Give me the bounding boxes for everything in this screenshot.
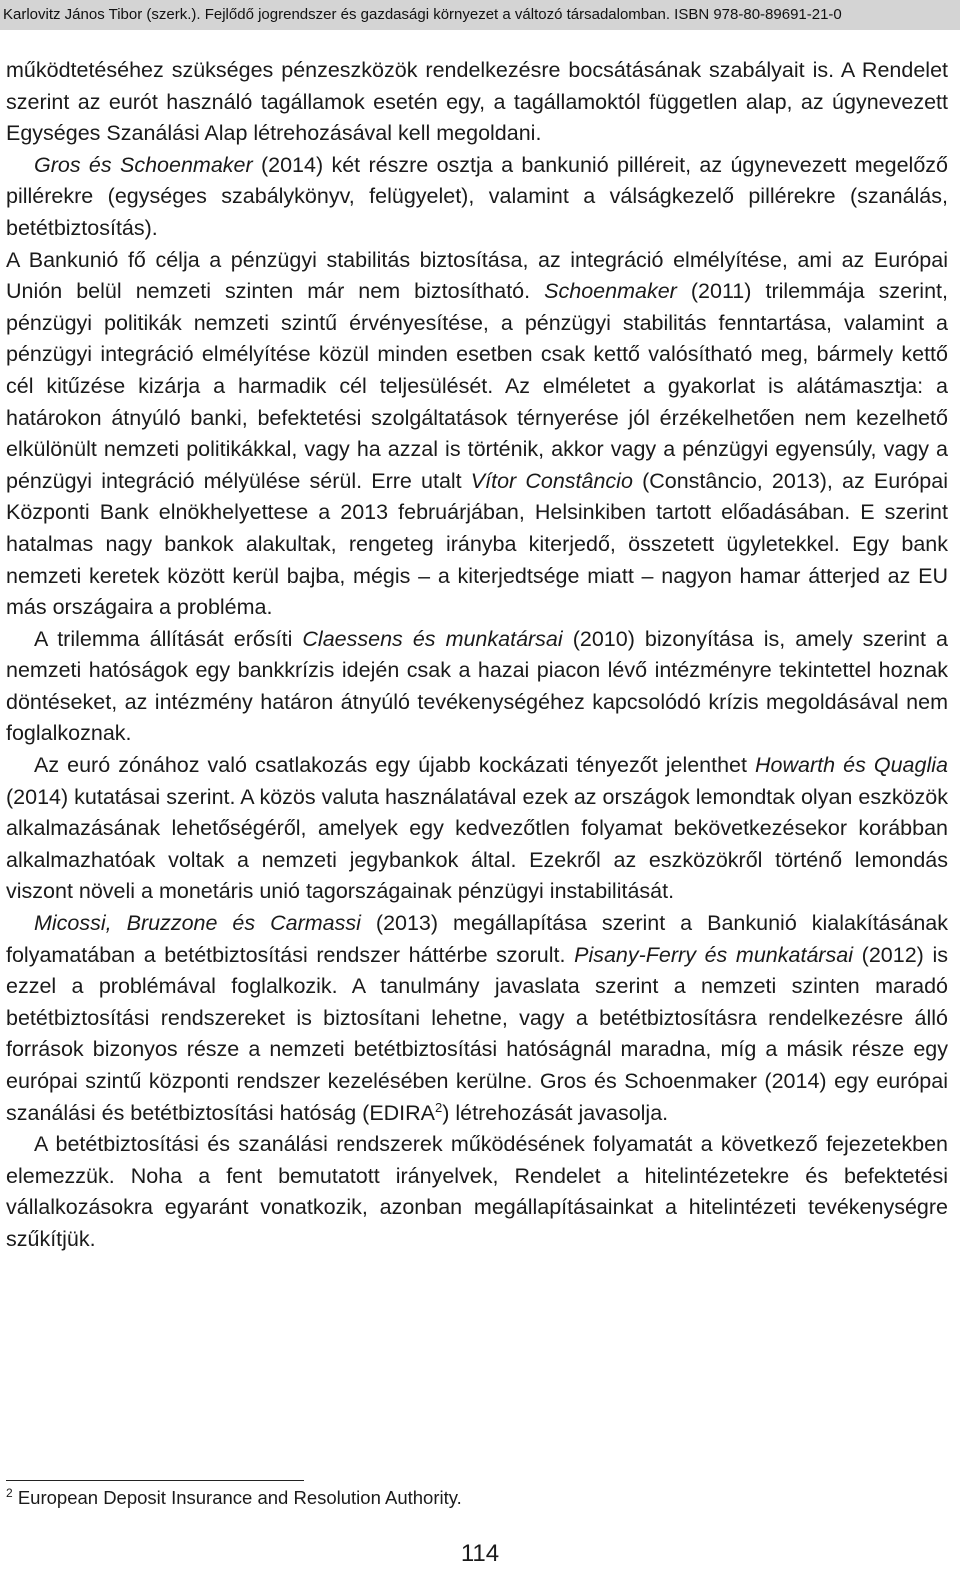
- paragraph: [6, 624, 948, 750]
- paragraph: [6, 908, 948, 1129]
- author-citation: Howarth és Quaglia: [755, 753, 948, 778]
- text-run: A Bankunió fő célja a pénzügyi stabilitás biztosítása, az integráció elmélyítése, ami az Európai Unión belül nemzeti szinten már nem biztosítható.: [6, 247, 948, 304]
- author-citation: Micossi, Bruzzone és Carmassi: [34, 911, 361, 936]
- text-run: (2013) megállapítása szerint a Bankunió kialakításának folyamatában a betétbiztosítási rendszer háttérbe szorult.: [6, 911, 949, 967]
- text-run: ) létrehozását javasolja.: [442, 1100, 669, 1125]
- body-text: [6, 55, 948, 1256]
- text-run: (Constâncio, 2013), az Európai Központi Bank elnökhelyettese a 2013 februárjában, Helsinkiben tartott előadásában. E szerint hatalmas nagy bankok alakultak, rengeteg irányba kiterjedő, összetett ügyletekkel. Egy bank nemzeti keretek között kerül bajba, mégis – a kiterjedtsége miatt – nagyon hamar átterjed az EU más országaira a probléma.: [6, 468, 948, 620]
- author-citation: Schoenmaker: [544, 279, 677, 304]
- paragraph: [6, 150, 948, 245]
- text-run: (2010) bizonyítása is, amely szerint a nemzeti hatóságok egy bankkrízis idején csak a hazai piacon lévő intézményre tekintettel hoznak döntéseket, az intézmény határon átnyúló tevékenységéhez kapcsolódó krízis megoldásával nem foglalkoznak.: [6, 626, 948, 746]
- text-run: (2014) kutatásai szerint. A közös valuta használatával ezek az országok lemondtak olyan eszközök alkalmazásának lehetőségéről, amelyek egy kedvezőtlen folyamat bekövetkezésekor korábban alkalmazhatóak voltak a nemzeti jegybankok által. Ezekről az eszközökről történő lemondás viszont növeli a monetáris unió tagországainak pénzügyi instabilitását.: [6, 784, 948, 904]
- footnote-reference[interactable]: 2: [435, 1099, 443, 1115]
- paragraph: A betétbiztosítási és szanálási rendszerek működésének folyamatát a következő fejezetekben elemezzük. Noha a fent bemutatott irányelvek, Rendelet a hitelintézetekre és befektetési vállalkozásokra egyaránt vonatkozik, azonban megállapításainkat a hitelintézeti tevékenységre szűkítjük.: [6, 1132, 948, 1251]
- author-citation: Vítor Constâncio: [470, 468, 633, 493]
- running-header: [0, 0, 960, 30]
- text-run: (2011) trilemmája szerint, pénzügyi politikák nemzeti szintű érvényesítése, a pénzügyi stabilitás fenntartása, valamint a pénzügyi integráció elmélyítése közül minden esetben csak kettő valósítható meg, bármely kettő cél kitűzése kizárja a harmadik cél teljesülését. Az elméletet a gyakorlat is alátámasztja: a határokon átnyúló banki, befektetési szolgáltatások térnyerése jól érzékelhetően nem kezelhető elkülönült nemzeti politikákkal, vagy ha azzal is történik, akkor vagy a pénzügyi egyensúly, vagy a pénzügyi integráció mélyülése sérül. Erre utalt: [6, 279, 948, 493]
- page-number: 114: [460, 1540, 500, 1567]
- paragraph: működtetéséhez szükséges pénzeszközök rendelkezésre bocsátásának szabályait is. A Rendelet szerint az eurót használó tagállamok esetén egy, a tagállamoktól független alap, az úgynevezett Egységes Szanálási Alap létrehozásával kell megoldani.: [6, 58, 948, 146]
- paragraph: [6, 750, 948, 908]
- footnote-marker: 2: [6, 1485, 13, 1500]
- text-run: A trilemma állítását erősíti: [34, 626, 303, 651]
- text-run: Az euró zónához való csatlakozás egy újabb kockázati tényezőt jelenthet: [34, 753, 756, 778]
- paragraph: [6, 245, 948, 624]
- author-citation: Pisany-Ferry és munkatársai: [574, 942, 854, 967]
- author-citation: Claessens és munkatársai: [302, 626, 563, 651]
- footnote: [6, 1485, 462, 1511]
- text-run: (2014) két részre osztja a bankunió pilléreit, az úgynevezett megelőző pillérekre (egységes szabálykönyv, felügyelet), valamint a válságkezelő pillérekre (szanálás, betétbiztosítás).: [6, 152, 948, 240]
- footnote-divider: [6, 1480, 304, 1481]
- header-citation: Karlovitz János Tibor (szerk.). Fejlődő jogrendszer és gazdasági környezet a változó társadalomban. ISBN 978-80-89691-21-0: [3, 6, 842, 23]
- footnote-text: European Deposit Insurance and Resolution Authority.: [12, 1487, 462, 1508]
- text-run: (2012) is ezzel a problémával foglalkozik. A tanulmány javaslata szerint a nemzeti szinten maradó betétbiztosítási rendszereket is biztosítani lehetne, vagy a betétbiztosításra rendelkezésre álló források bizonyos része a nemzeti betétbiztosítási hatóságnál maradna, míg a másik része egy európai szintű központi rendszer kezelésében kerülne. Gros és Schoenmaker (2014) egy európai szanálási és betétbiztosítási hatóság (EDIRA: [6, 942, 948, 1125]
- author-citation: Gros és Schoenmaker: [34, 152, 253, 177]
